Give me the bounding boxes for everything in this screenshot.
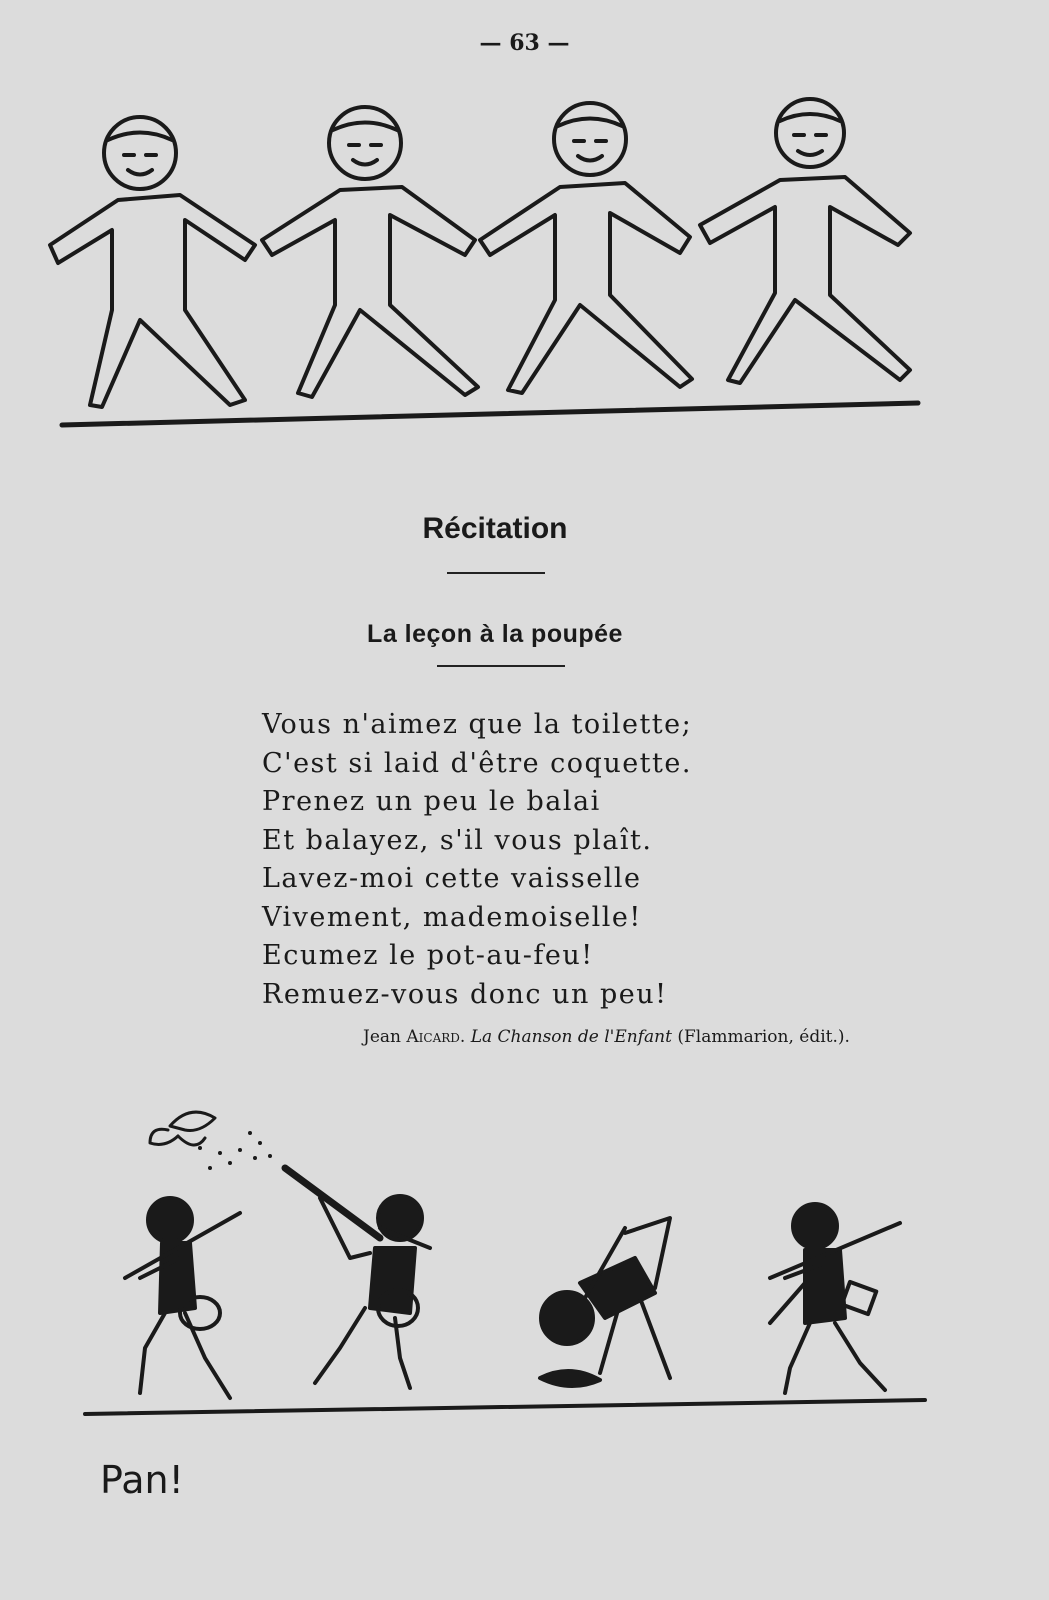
poem-line: Vous n'aimez que la toilette; — [262, 709, 693, 740]
bird-icon — [150, 1112, 215, 1145]
child-figure-3 — [480, 103, 692, 393]
child-figure-1 — [50, 117, 255, 407]
poem-line: Remuez-vous donc un peu! — [262, 978, 668, 1010]
poem-text — [262, 706, 692, 1014]
poem-line: Lavez-moi cette vaisselle — [262, 863, 642, 894]
ground-line — [85, 1400, 925, 1414]
page-number: — 63 — — [479, 30, 570, 56]
hunter-4 — [770, 1204, 900, 1393]
attribution: Jean Aicard. La Chanson de l'Enfant (Flammarion, édit.). — [363, 1027, 850, 1047]
book-title: La Chanson de l'Enfant — [470, 1027, 672, 1047]
hunter-1 — [125, 1198, 240, 1398]
poem-line: Prenez un peu le balai — [262, 786, 601, 817]
author-first-name: Jean — [363, 1027, 401, 1047]
ground-line — [62, 403, 918, 425]
shot-spray — [198, 1131, 272, 1170]
child-figure-4 — [700, 99, 910, 383]
hunter-3-picking-up — [540, 1218, 670, 1386]
poem-title-divider — [437, 665, 565, 667]
hunters-illustration — [80, 1108, 960, 1448]
poem-line: Vivement, mademoiselle! — [262, 901, 642, 933]
heading-divider — [447, 572, 545, 574]
child-figure-2 — [262, 107, 478, 397]
poem-line: C'est si laid d'être coquette. — [262, 747, 692, 779]
children-holding-hands-illustration — [40, 95, 940, 445]
poem-line: Et balayez, s'il vous plaît. — [262, 824, 653, 856]
hunter-2-shooting — [285, 1168, 430, 1388]
section-heading: Récitation — [422, 512, 568, 545]
poem-title: La leçon à la poupée — [367, 620, 623, 648]
publisher: (Flammarion, édit.). — [677, 1027, 850, 1047]
poem-line: Ecumez le pot-au-feu! — [262, 940, 594, 971]
caption: Pan! — [100, 1458, 184, 1502]
author-last-name: Aicard — [406, 1027, 460, 1047]
